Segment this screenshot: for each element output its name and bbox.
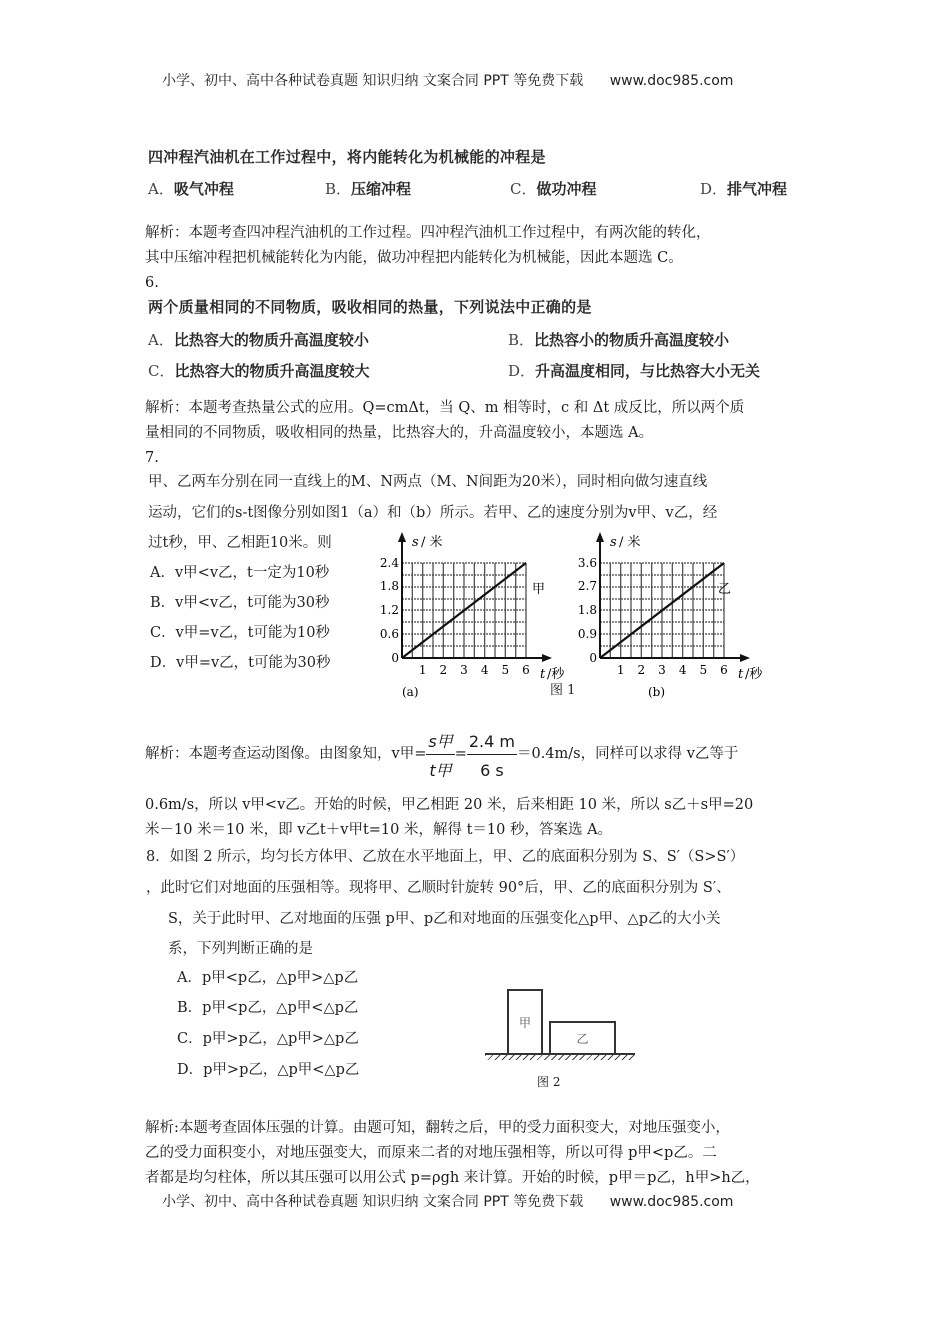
- svg-text:3.6: 3.6: [577, 556, 597, 570]
- svg-text:0: 0: [589, 651, 597, 665]
- svg-text:/秒: /秒: [547, 667, 565, 682]
- q7-stem-line1: 甲、乙两车分别在同一直线上的M、N两点（M、N间距为20米），同时相向做匀速直线: [148, 474, 708, 490]
- q7-analysis-line2: 0.6m/s，所以 v甲<v乙。开始的时候，甲乙相距 20 米，后来相距 10 米，所以 s乙＋s甲=20: [145, 797, 754, 813]
- svg-text:4: 4: [480, 663, 489, 677]
- svg-text:3: 3: [658, 663, 666, 677]
- q5-option-b: B．压缩冲程: [325, 180, 412, 198]
- q8-stem-line4: 系，下列判断正确的是: [168, 941, 313, 957]
- chart-a: [370, 530, 570, 700]
- q6-analysis-line2: 量相同的不同物质，吸收相同的热量，比热容大的，升高温度较小，本题选 A。: [145, 425, 654, 441]
- svg-text:t: t: [738, 667, 744, 682]
- q5-option-a: A．吸气冲程: [148, 180, 234, 198]
- svg-text:/ 米: / 米: [619, 535, 641, 550]
- header-text: 小学、初中、高中各种试卷真题 知识归纳 文案合同 PPT 等免费下载: [162, 73, 584, 89]
- q8-analysis-line2: 乙的受力面积变小，对地压强变大，而原来二者的对地压强相等，所以可得 p甲<p乙。二: [145, 1145, 717, 1161]
- q6-option-c: C．比热容大的物质升高温度较大: [148, 362, 370, 380]
- q6-number: 6.: [145, 275, 159, 291]
- svg-text:2: 2: [637, 663, 646, 677]
- header-url: www.doc985.com: [609, 73, 734, 89]
- q7-number: 7.: [145, 450, 159, 466]
- q7-option-a: A．v甲<v乙，t一定为10秒: [150, 565, 330, 581]
- svg-text:/ 米: / 米: [421, 535, 443, 550]
- q8-stem-line2: ，此时它们对地面的压强相等。现将甲、乙顺时针旋转 90°后，甲、乙的底面积分别为 S′、: [146, 880, 731, 896]
- q5-analysis-line2: 其中压缩冲程把机械能转化为内能，做功冲程把内能转化为机械能，因此本题选 C。: [145, 250, 683, 266]
- footer-text: 小学、初中、高中各种试卷真题 知识归纳 文案合同 PPT 等免费下载: [162, 1194, 584, 1210]
- svg-text:2.4: 2.4: [379, 556, 399, 570]
- q8-stem-line3: S，关于此时甲、乙对地面的压强 p甲、p乙和对地面的压强变化△p甲、△p乙的大小关: [168, 911, 721, 927]
- svg-text:2.7: 2.7: [577, 579, 597, 593]
- q8-option-a: A．p甲<p乙，△p甲>△p乙: [177, 970, 359, 986]
- fraction-values: $\frac{2.4 m}{6 s}$: [468, 732, 515, 780]
- block-jia: 甲: [507, 989, 543, 1055]
- q5-option-c: C．做功冲程: [510, 180, 597, 198]
- q6-option-b: B．比热容小的物质升高温度较小: [508, 331, 730, 349]
- q8-stem-line1: 8．如图 2 所示，均匀长方体甲、乙放在水平地面上，甲、乙的底面积分别为 S、S′（S>S′）: [146, 849, 745, 865]
- svg-text:2: 2: [439, 663, 448, 677]
- q8-option-d: D．p甲>p乙，△p甲<△p乙: [177, 1062, 360, 1078]
- footer-url: www.doc985.com: [609, 1194, 734, 1210]
- figure-1-caption: 图 1: [550, 683, 576, 698]
- figure-2: [485, 985, 635, 1095]
- svg-text:s: s: [610, 535, 617, 550]
- q6-option-d: D．升高温度相同，与比热容大小无关: [508, 362, 761, 380]
- svg-text:1.8: 1.8: [379, 579, 399, 593]
- svg-text:0: 0: [391, 651, 399, 665]
- q7-stem-line2: 运动，它们的s-t图像分别如图1（a）和（b）所示。若甲、乙的速度分别为v甲、v乙，经: [148, 505, 718, 521]
- svg-text:3: 3: [460, 663, 468, 677]
- svg-text:s: s: [412, 535, 419, 550]
- svg-text:1.8: 1.8: [577, 603, 597, 617]
- ground-hatch: [485, 1055, 635, 1060]
- svg-text:甲: 甲: [532, 582, 546, 597]
- q6-option-a: A．比热容大的物质升高温度较小: [148, 331, 369, 349]
- figure-2-caption: 图 2: [537, 1075, 561, 1089]
- svg-text:5: 5: [501, 663, 510, 677]
- chart-b: [568, 530, 768, 700]
- fraction-s-over-t: $\frac{\text{s甲}}{\text{t甲}}$: [428, 732, 453, 780]
- svg-text:5: 5: [699, 663, 708, 677]
- q8-option-c: C．p甲>p乙，△p甲>△p乙: [177, 1031, 359, 1047]
- page-header: [162, 70, 733, 90]
- svg-text:6: 6: [720, 663, 728, 677]
- svg-text:4: 4: [678, 663, 687, 677]
- q7-option-b: B．v甲<v乙，t可能为30秒: [150, 595, 330, 611]
- page-footer: [162, 1191, 733, 1211]
- svg-text:乙: 乙: [718, 582, 732, 597]
- svg-text:1: 1: [616, 663, 625, 677]
- q8-analysis-line1: 解析:本题考查固体压强的计算。由题可知，翻转之后，甲的受力面积变大，对地压强变小，: [145, 1120, 730, 1136]
- q7-option-d: D．v甲=v乙，t可能为30秒: [150, 655, 331, 671]
- q8-option-b: B．p甲<p乙，△p甲<△p乙: [177, 1000, 359, 1016]
- svg-text:0.9: 0.9: [577, 627, 597, 641]
- svg-text:t: t: [540, 667, 546, 682]
- q7-analysis-line3: 米－10 米＝10 米，即 v乙t＋v甲t=10 米，解得 t＝10 秒，答案选 A。: [145, 822, 613, 838]
- svg-text:6: 6: [522, 663, 530, 677]
- q5-stem: 四冲程汽油机在工作过程中，将内能转化为机械能的冲程是: [148, 148, 546, 166]
- q8-analysis-line3: 者都是均匀柱体，所以其压强可以用公式 p=ρgh 来计算。开始的时候，p甲＝p乙，h甲>h乙，: [145, 1170, 760, 1186]
- q6-stem: 两个质量相同的不同物质，吸收相同的热量，下列说法中正确的是: [148, 298, 592, 316]
- svg-text:1.2: 1.2: [379, 603, 399, 617]
- q5-option-d: D．排气冲程: [700, 180, 788, 198]
- q5-analysis-line1: 解析：本题考查四冲程汽油机的工作过程。四冲程汽油机工作过程中，有两次能的转化，: [145, 225, 711, 241]
- svg-text:/秒: /秒: [745, 667, 763, 682]
- q7-analysis-line1: 解析：本题考查运动图像。由图象知，v甲= $\frac{\text{s甲}}{\text{t甲}}$ = $\frac{2.4 m}{6 s}$ ＝0.4m/s，同样可以求得 v乙等于: [145, 730, 738, 783]
- svg-text:0.6: 0.6: [379, 627, 399, 641]
- q7-stem-line3: 过t秒，甲、乙相距10米。则: [148, 535, 332, 551]
- svg-text:(b): (b): [648, 685, 666, 699]
- q7-option-c: C．v甲=v乙，t可能为10秒: [150, 625, 330, 641]
- block-yi: 乙: [549, 1021, 616, 1055]
- svg-text:(a): (a): [402, 685, 419, 699]
- q6-analysis-line1: 解析：本题考查热量公式的应用。Q=cmΔt，当 Q、m 相等时，c 和 Δt 成反比，所以两个质: [145, 400, 745, 416]
- svg-text:1: 1: [418, 663, 427, 677]
